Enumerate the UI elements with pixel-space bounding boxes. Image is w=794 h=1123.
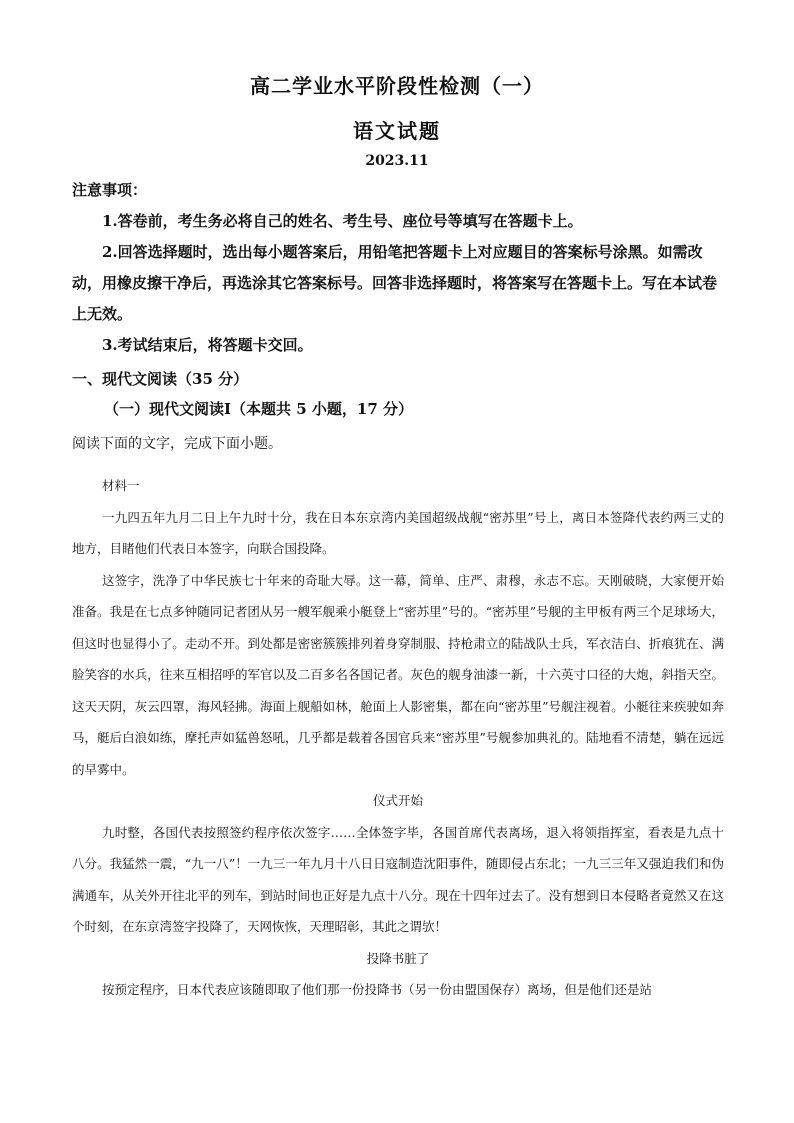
exam-subject: 语文试题 — [353, 119, 441, 143]
reading-material — [72, 470, 724, 1006]
reading-instruction: 阅读下面的文字，完成下面小题。 — [72, 436, 282, 452]
exam-date: 2023.11 — [365, 153, 429, 169]
notes-heading: 注意事项： — [72, 181, 148, 199]
material-paragraph: 按预定程序，日本代表应该随即取了他们那一份投降书（另一份由盟国保存）离场，但是他们还是站 — [102, 982, 653, 997]
note-item: 2.回答选择题时，选出每小题答案后，用铅笔把答题卡上对应题目的答案标号涂黑。如需改动，用橡皮擦干净后，再选涂其它答案标号。回答非选择题时，将答案写在答题卡上。写在本试卷上无效。 — [72, 243, 718, 323]
material-label: 材料一 — [102, 478, 140, 493]
material-heading: 仪式开始 — [372, 793, 423, 808]
section-title: 一、现代文阅读（35 分） — [72, 370, 249, 388]
material-paragraph: 这签字，洗净了中华民族七十年来的奇耻大辱。这一幕，简单、庄严、肃穆，永志不忘。天刚破晓，大家便开始准备。我是在七点多钟随同记者团从另一艘军舰乘小艇登上“密苏里”号的。“密苏里”号舰的主甲板有两三个足球场大，但这时也显得小了。走动不开。到处都是密密簇簇排列着身穿制服、持枪肃立的陆战队士兵，军衣洁白、折痕犹在、满脸笑容的水兵，往来互相招呼的军官以及二百多名各国记者。灰色的舰身油漆一新，十六英寸口径的大炮，斜指天空。这天天阴，灰云四罩，海风轻拂。海面上舰船如林，舱面上人影密集，都在向“密苏里”号舰注视着。小艇往来疾驶如奔马，艇后白浪如练，摩托声如猛兽怒吼，几乎都是载着各国官兵来“密苏里”号舰参加典礼的。陆地看不清楚，躺在远远的早雾中。 — [72, 572, 724, 777]
exam-title: 高二学业水平阶段性检测（一） — [250, 74, 544, 98]
material-paragraph: 九时整，各国代表按照签约程序依次签字……全体签字毕，各国首席代表离场，退入将领指挥室，看表是九点十八分。我猛然一震，“九一八”！一九三一年九月十八日日寇制造沈阳事件，随即侵占东北；一九三三年又强迫我们和伪满通车，从关外开往北平的列车，到站时间也正好是九点十八分。现在十四年过去了。没有想到日本侵略者竟然又在这个时刻，在东京湾签字投降了，天网恢恢，天理昭彰，其此之谓欤！ — [72, 824, 724, 934]
material-paragraph: 一九四五年九月二日上午九时十分，我在日本东京湾内美国超级战舰“密苏里”号上，离日本签降代表约两三丈的地方，目睹他们代表日本签字，向联合国投降。 — [72, 509, 724, 556]
notes-section — [72, 175, 724, 361]
note-item: 1.答卷前，考生务必将自己的姓名、考生号、座位号等填写在答题卡上。 — [102, 212, 583, 230]
subsection-title: （一）现代文阅读Ⅰ（本题共 5 小题，17 分） — [104, 400, 413, 418]
note-item: 3.考试结束后，将答题卡交回。 — [102, 336, 313, 354]
material-heading: 投降书脏了 — [366, 950, 430, 966]
